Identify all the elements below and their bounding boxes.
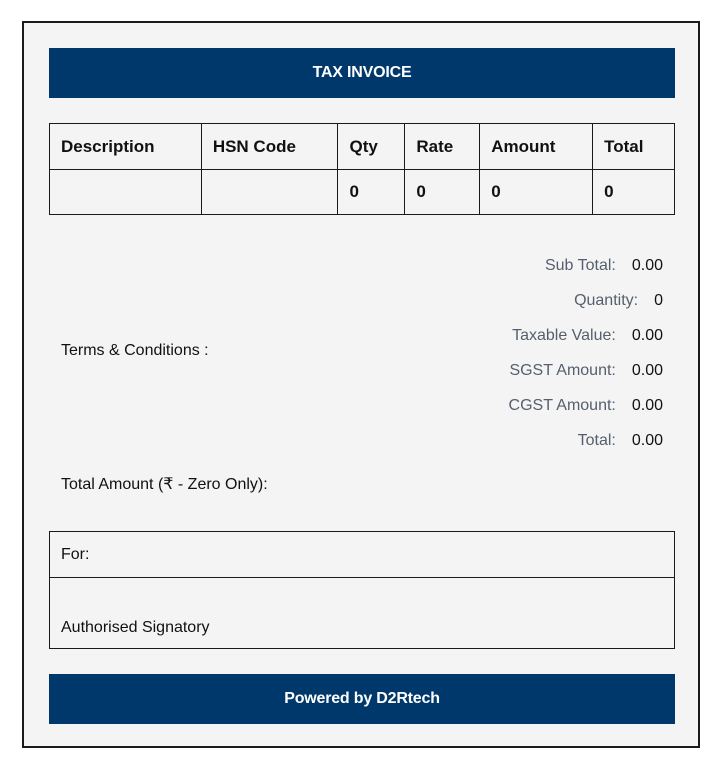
summary-value: 0.00 bbox=[631, 257, 663, 274]
summary-row-total bbox=[509, 430, 663, 465]
invoice-container bbox=[22, 21, 700, 748]
column-header-qty: Qty bbox=[338, 124, 405, 170]
cell-total: 0 bbox=[593, 170, 675, 215]
summary-value: 0 bbox=[654, 292, 663, 309]
cell-amount: 0 bbox=[480, 170, 593, 215]
cell-qty: 0 bbox=[338, 170, 405, 215]
summary-row-taxable-value bbox=[509, 325, 663, 360]
authorised-signatory-label: Authorised Signatory bbox=[61, 619, 210, 636]
items-table-header-row bbox=[50, 124, 675, 170]
column-header-hsn-code: HSN Code bbox=[201, 124, 338, 170]
signature-box bbox=[49, 531, 675, 649]
table-row bbox=[50, 170, 675, 215]
powered-by-text: Powered by D2Rtech bbox=[284, 690, 440, 707]
signature-for-label: For: bbox=[50, 532, 674, 578]
cell-hsn-code bbox=[201, 170, 338, 215]
column-header-description: Description bbox=[50, 124, 202, 170]
summary-row-sgst-amount bbox=[509, 360, 663, 395]
summary-label: CGST Amount: bbox=[508, 397, 616, 414]
summary-value: 0.00 bbox=[631, 327, 663, 344]
items-table bbox=[49, 123, 675, 215]
summary-label: Taxable Value: bbox=[512, 327, 616, 344]
column-header-rate: Rate bbox=[405, 124, 480, 170]
footer-bar bbox=[49, 674, 675, 724]
summary-label: Sub Total: bbox=[544, 257, 616, 274]
summary-row-cgst-amount bbox=[509, 395, 663, 430]
summary-value: 0.00 bbox=[631, 432, 663, 449]
summary-row-sub-total bbox=[509, 255, 663, 290]
summary-label: Quantity: bbox=[574, 292, 639, 309]
total-amount-in-words: Total Amount (₹ - Zero Only): bbox=[61, 476, 268, 493]
cell-description bbox=[50, 170, 202, 215]
summary-label: SGST Amount: bbox=[509, 362, 616, 379]
invoice-title: TAX INVOICE bbox=[312, 64, 412, 81]
summary-panel bbox=[509, 255, 663, 465]
summary-label: Total: bbox=[577, 432, 616, 449]
summary-row-quantity bbox=[509, 290, 663, 325]
summary-value: 0.00 bbox=[631, 397, 663, 414]
terms-and-conditions-label: Terms & Conditions : bbox=[61, 342, 209, 359]
invoice-title-bar bbox=[49, 48, 675, 98]
cell-rate: 0 bbox=[405, 170, 480, 215]
column-header-amount: Amount bbox=[480, 124, 593, 170]
summary-value: 0.00 bbox=[631, 362, 663, 379]
column-header-total: Total bbox=[593, 124, 675, 170]
